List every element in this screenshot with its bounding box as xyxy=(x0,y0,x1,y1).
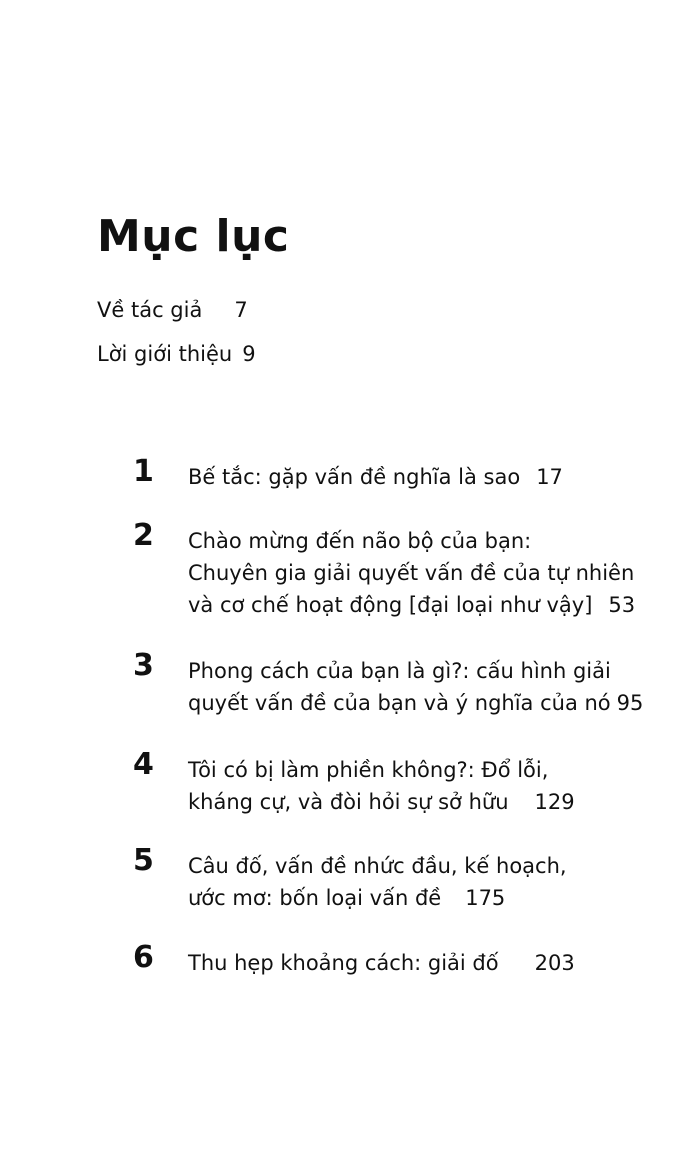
chapter-title xyxy=(188,655,643,719)
chapter-number: 3 xyxy=(133,648,154,683)
chapter-number: 1 xyxy=(133,454,154,489)
chapter-number: 4 xyxy=(133,747,154,782)
toc-entry-label: Về tác giả xyxy=(97,298,203,322)
chapter-title-line: và cơ chế hoạt động [đại loại như vậy] xyxy=(188,593,593,617)
chapter-title-line: Chào mừng đến não bộ của bạn: xyxy=(188,529,532,553)
chapter-title-line: Tôi có bị làm phiền không?: Đổ lỗi, xyxy=(188,758,549,782)
toc-entry-label: Lời giới thiệu xyxy=(97,342,233,366)
chapter-page: 95 xyxy=(616,691,644,715)
chapter-page: 203 xyxy=(534,951,575,975)
chapter-title xyxy=(188,525,635,621)
chapter-number: 6 xyxy=(133,940,154,975)
chapter-page: 17 xyxy=(536,465,563,489)
chapter-title xyxy=(188,461,563,493)
chapter-title xyxy=(188,947,575,979)
chapter-title-line: Bế tắc: gặp vấn đề nghĩa là sao xyxy=(188,465,521,489)
chapter-title-line: quyết vấn đề của bạn và ý nghĩa của nó xyxy=(188,691,611,715)
page-title: Mục lục xyxy=(97,211,290,263)
chapter-title-line: kháng cự, và đòi hỏi sự sở hữu xyxy=(188,790,509,814)
toc-entry-about-author[interactable] xyxy=(97,299,248,322)
chapter-title-line: Phong cách của bạn là gì?: cấu hình giải xyxy=(188,659,611,683)
chapter-title-line: ước mơ: bốn loại vấn đề xyxy=(188,886,442,910)
chapter-title-line: Thu hẹp khoảng cách: giải đố xyxy=(188,951,499,975)
toc-entry-page: 7 xyxy=(234,298,248,322)
chapter-number: 5 xyxy=(133,843,154,878)
chapter-title xyxy=(188,850,567,914)
chapter-title-line: Câu đố, vấn đề nhức đầu, kế hoạch, xyxy=(188,854,567,878)
chapter-title xyxy=(188,754,575,818)
toc-entry-introduction[interactable] xyxy=(97,343,256,366)
chapter-page: 175 xyxy=(465,886,506,910)
chapter-page: 53 xyxy=(608,593,636,617)
chapter-title-line: Chuyên gia giải quyết vấn đề của tự nhiên xyxy=(188,561,635,585)
toc-entry-page: 9 xyxy=(242,342,256,366)
chapter-page: 129 xyxy=(534,790,575,814)
chapter-number: 2 xyxy=(133,518,154,553)
